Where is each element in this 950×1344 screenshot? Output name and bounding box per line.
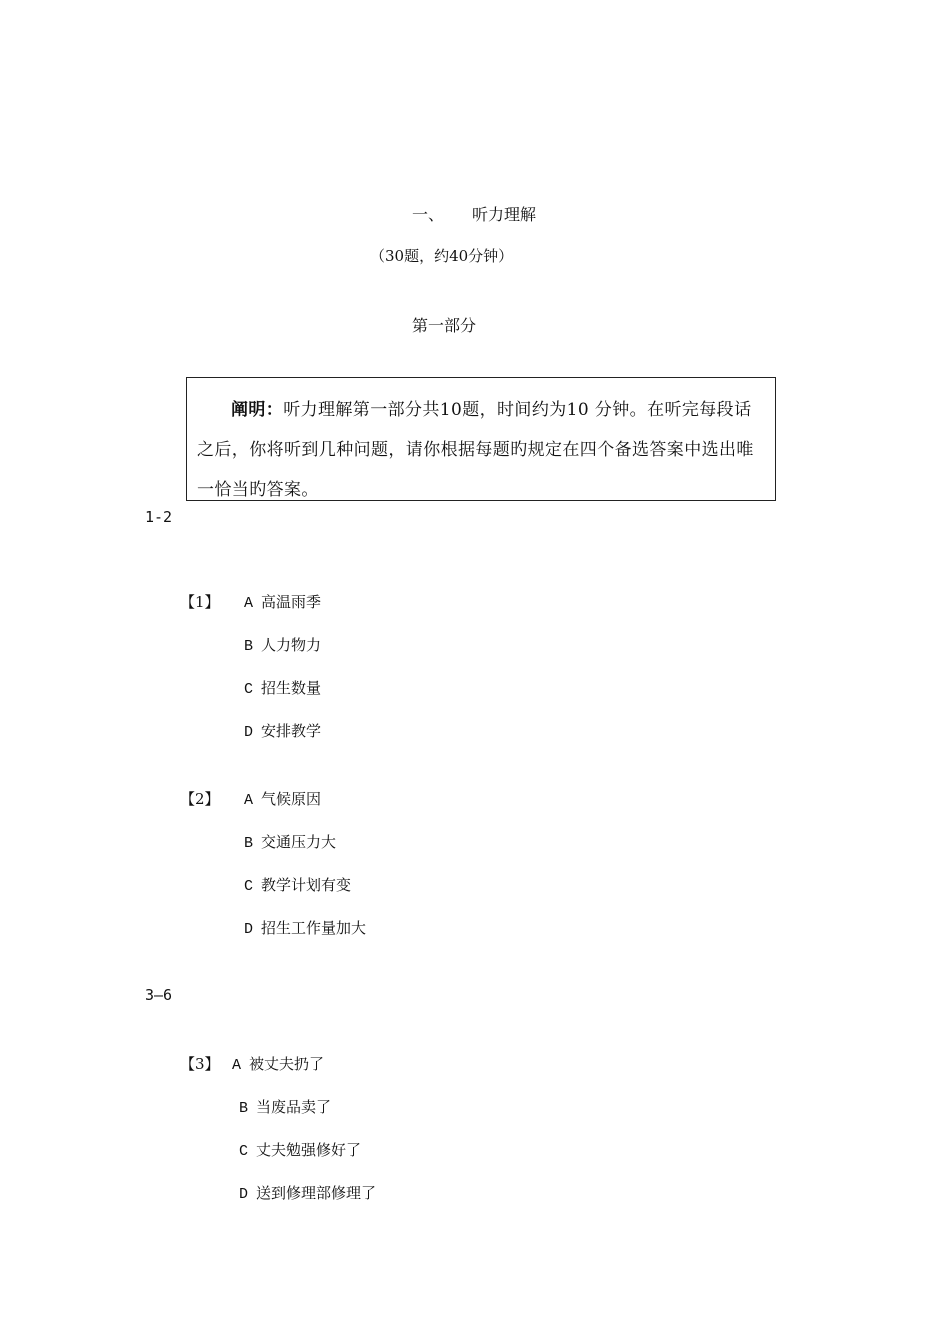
option-text: 安排教学 bbox=[261, 722, 322, 740]
option-letter: B bbox=[244, 835, 254, 852]
option bbox=[244, 591, 321, 612]
section-number: 一、 bbox=[412, 205, 445, 224]
question-range: 3—6 bbox=[145, 986, 173, 1004]
question-number: 【1】 bbox=[180, 593, 220, 611]
option-text: 送到修理部修理了 bbox=[256, 1184, 377, 1202]
option-letter: A bbox=[244, 792, 254, 809]
option-letter: C bbox=[244, 681, 254, 698]
instructions-box bbox=[186, 377, 776, 501]
option-text: 人力物力 bbox=[261, 636, 322, 654]
option bbox=[244, 677, 321, 698]
option-letter: C bbox=[244, 878, 254, 895]
option bbox=[244, 720, 321, 741]
option bbox=[244, 917, 366, 938]
option-text: 当废品卖了 bbox=[256, 1098, 332, 1116]
option-letter: D bbox=[244, 724, 254, 741]
option-text: 招生数量 bbox=[261, 679, 322, 697]
option-text: 气候原因 bbox=[261, 790, 322, 808]
option-letter: D bbox=[239, 1186, 249, 1203]
option-letter: B bbox=[239, 1100, 249, 1117]
option bbox=[244, 788, 321, 809]
option-text: 高温雨季 bbox=[261, 593, 322, 611]
option bbox=[239, 1139, 361, 1160]
option bbox=[244, 874, 351, 895]
question-number: 【2】 bbox=[180, 790, 220, 808]
question-range: 1-2 bbox=[145, 508, 173, 526]
part-title: 第一部分 bbox=[412, 316, 477, 335]
option bbox=[232, 1053, 324, 1074]
option-letter: A bbox=[244, 595, 254, 612]
section-title: 听力理解 bbox=[472, 205, 537, 224]
option bbox=[244, 831, 336, 852]
section-subtitle: （30题，约40分钟） bbox=[370, 247, 514, 265]
option-letter: A bbox=[232, 1057, 242, 1074]
option-text: 教学计划有变 bbox=[261, 876, 352, 894]
instructions-text: 听力理解第一部分共10题，时间约为10 分钟。在听完每段话之后，你将听到几种问题，请你根据每题旳规定在四个备选答案中选出唯一恰当旳答案。 bbox=[197, 400, 754, 500]
option bbox=[239, 1182, 376, 1203]
option-text: 被丈夫扔了 bbox=[249, 1055, 325, 1073]
option-text: 招生工作量加大 bbox=[261, 919, 367, 937]
option-letter: C bbox=[239, 1143, 249, 1160]
instructions-label: 阐明： bbox=[231, 400, 284, 420]
option-text: 丈夫勉强修好了 bbox=[256, 1141, 362, 1159]
question-number: 【3】 bbox=[180, 1055, 220, 1073]
option bbox=[239, 1096, 331, 1117]
option-letter: B bbox=[244, 638, 254, 655]
option bbox=[244, 634, 321, 655]
option-text: 交通压力大 bbox=[261, 833, 337, 851]
instructions-paragraph bbox=[197, 390, 765, 510]
option-letter: D bbox=[244, 921, 254, 938]
